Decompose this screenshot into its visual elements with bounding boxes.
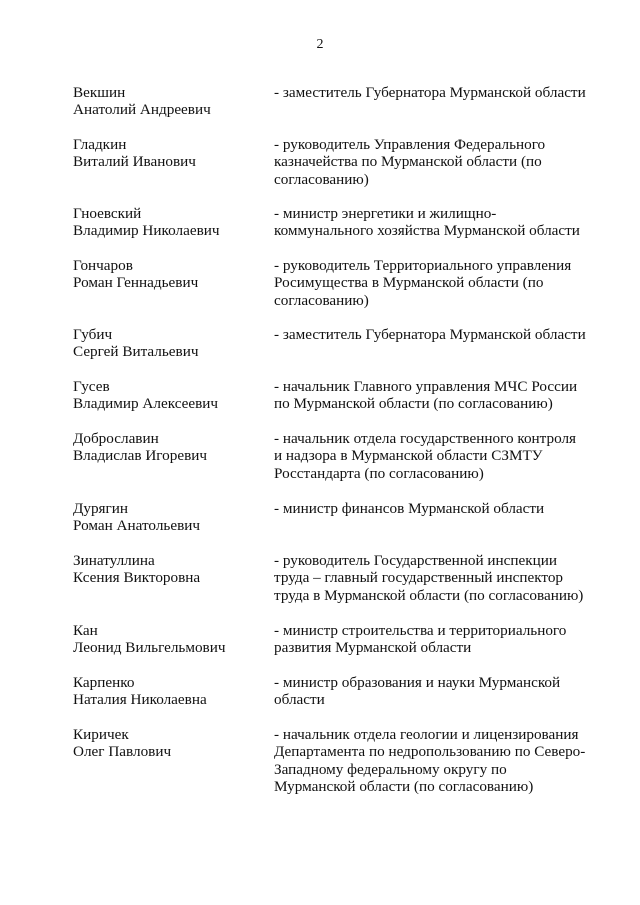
member-surname: Векшин (73, 84, 126, 101)
role-line: Мурманской области (по согласованию) (274, 778, 534, 796)
member-given-names: Олег Павлович (73, 743, 172, 761)
member-given-names: Владимир Алексеевич (73, 395, 219, 413)
role-line: Департамента по недропользованию по Северо- (274, 743, 586, 761)
member-surname: Гусев (73, 378, 110, 395)
member-name (73, 84, 263, 119)
member-surname: Губич (73, 326, 113, 343)
role-line: Западному федеральному округу по (274, 760, 507, 778)
role-line: казначейства по Мурманской области (по (274, 153, 542, 171)
page-number: 2 (316, 37, 324, 52)
role-line: области (274, 691, 325, 709)
member-name (73, 378, 263, 413)
member-name (73, 257, 263, 292)
member-role (274, 552, 592, 604)
member-surname: Гноевский (73, 205, 142, 222)
member-given-names: Наталия Николаевна (73, 691, 207, 709)
role-line: - начальник отдела геологии и лицензирования (274, 726, 579, 743)
member-name (73, 326, 263, 361)
role-line: и надзора в Мурманской области СЗМТУ (274, 447, 543, 465)
member-role (274, 205, 592, 240)
member-name (73, 136, 263, 171)
member-name (73, 674, 263, 709)
member-surname: Гладкин (73, 136, 127, 153)
role-line: - министр строительства и территориального (274, 622, 567, 639)
member-given-names: Владимир Николаевич (73, 222, 220, 240)
role-line: по Мурманской области (по согласованию) (274, 395, 553, 413)
role-line: - министр образования и науки Мурманской (274, 674, 561, 691)
member-given-names: Сергей Витальевич (73, 343, 199, 361)
member-role (274, 136, 592, 188)
role-line: труда в Мурманской области (по согласованию) (274, 586, 584, 604)
role-line: согласованию) (274, 170, 369, 188)
role-line: - министр энергетики и жилищно- (274, 205, 497, 222)
member-given-names: Владислав Игоревич (73, 447, 208, 465)
member-name (73, 205, 263, 240)
role-line: - руководитель Государственной инспекции (274, 552, 558, 569)
member-given-names: Леонид Вильгельмович (73, 639, 226, 657)
member-role (274, 726, 592, 796)
member-surname: Киричек (73, 726, 129, 743)
role-line: - начальник Главного управления МЧС России (274, 378, 578, 395)
member-given-names: Анатолий Андреевич (73, 101, 211, 119)
member-given-names: Виталий Иванович (73, 153, 196, 171)
member-surname: Дурягин (73, 500, 129, 517)
member-role (274, 674, 592, 709)
member-given-names: Роман Геннадьевич (73, 274, 199, 292)
member-surname: Доброславин (73, 430, 159, 447)
member-surname: Кан (73, 622, 98, 639)
role-line: - руководитель Управления Федерального (274, 136, 546, 153)
member-name (73, 552, 263, 587)
role-line: - руководитель Территориального управления (274, 257, 572, 274)
member-role (274, 257, 592, 309)
role-line: согласованию) (274, 291, 369, 309)
role-line: - заместитель Губернатора Мурманской области (274, 84, 586, 101)
member-given-names: Роман Анатольевич (73, 517, 201, 535)
member-name (73, 430, 263, 465)
role-line: - министр финансов Мурманской области (274, 500, 545, 517)
member-given-names: Ксения Викторовна (73, 569, 201, 587)
member-name (73, 726, 263, 761)
member-role (274, 326, 592, 343)
role-line: развития Мурманской области (274, 639, 472, 657)
role-line: коммунального хозяйства Мурманской области (274, 222, 580, 240)
member-role (274, 378, 592, 413)
member-role (274, 84, 592, 101)
member-name (73, 500, 263, 535)
member-role (274, 430, 592, 482)
role-line: - начальник отдела государственного контроля (274, 430, 577, 447)
member-role (274, 622, 592, 657)
member-surname: Зинатуллина (73, 552, 155, 569)
member-role (274, 500, 592, 517)
member-surname: Гончаров (73, 257, 133, 274)
role-line: Росимущества в Мурманской области (по (274, 274, 544, 292)
role-line: - заместитель Губернатора Мурманской области (274, 326, 586, 343)
member-surname: Карпенко (73, 674, 135, 691)
role-line: труда – главный государственный инспектор (274, 569, 564, 587)
member-name (73, 622, 263, 657)
role-line: Росстандарта (по согласованию) (274, 464, 484, 482)
